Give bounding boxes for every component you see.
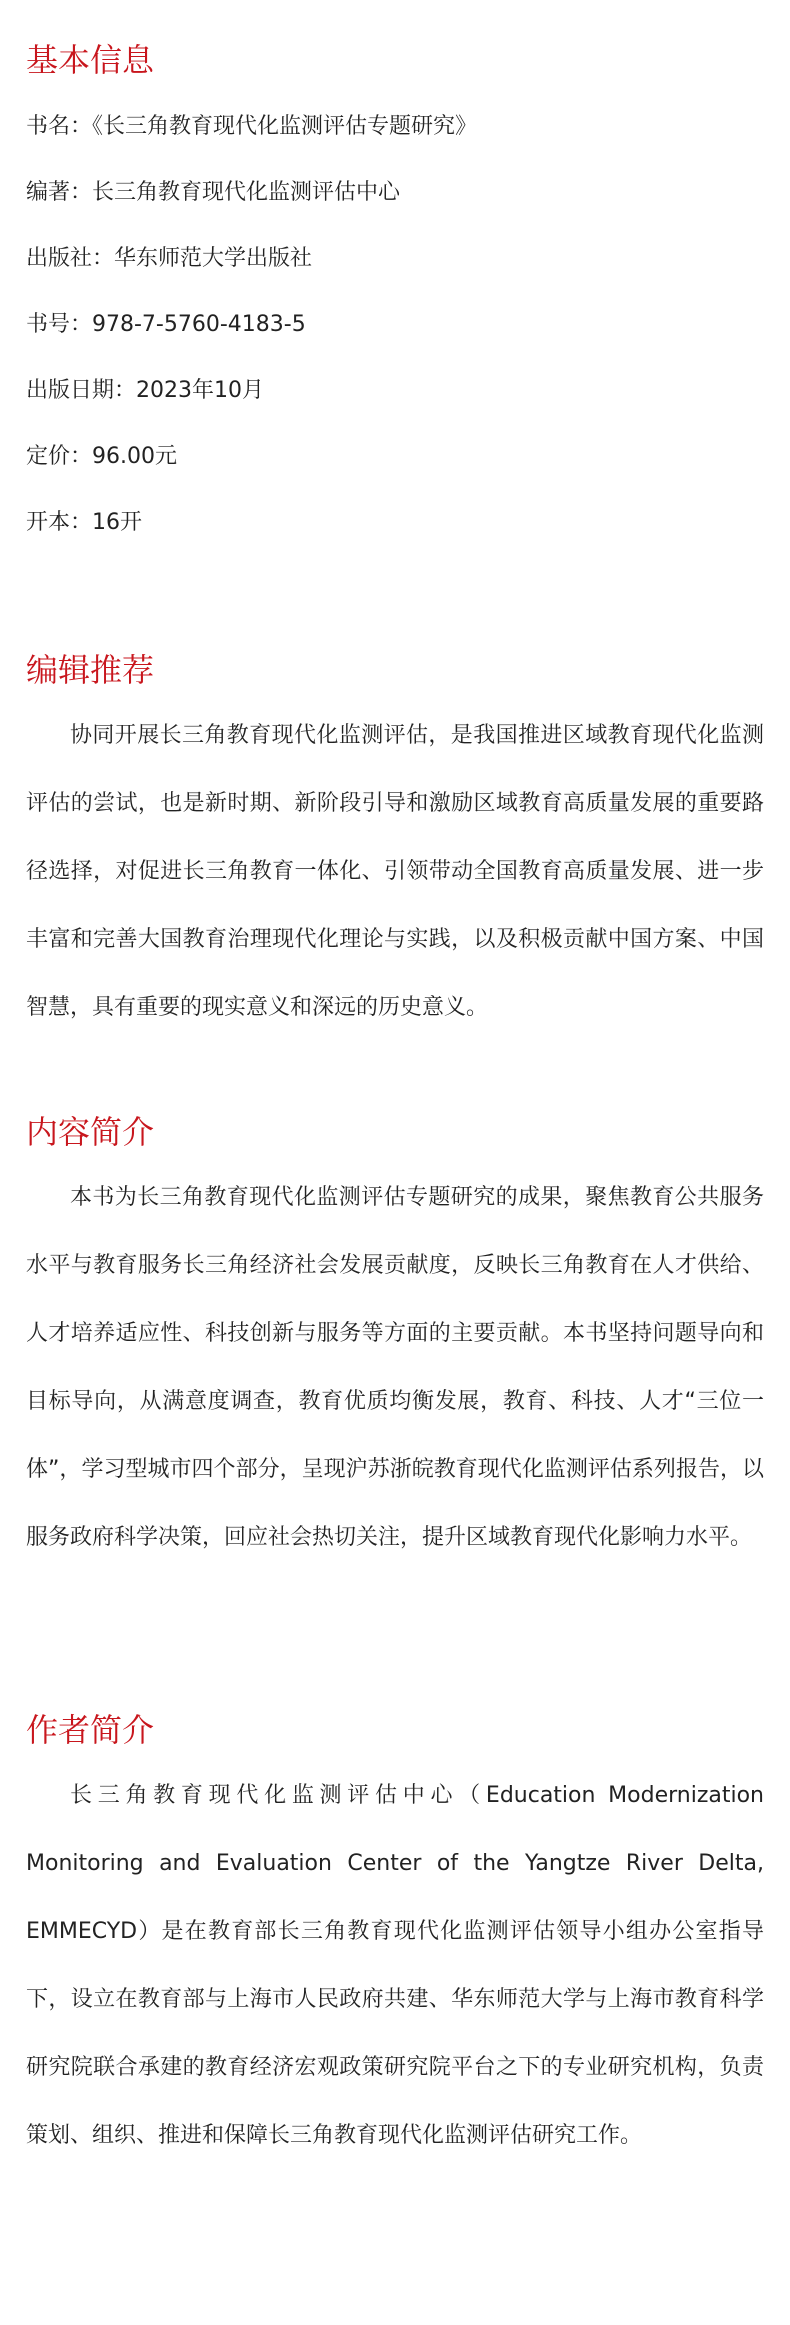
content-intro-text: 本书为长三角教育现代化监测评估专题研究的成果，聚焦教育公共服务水平与教育服务长三角经济社会发展贡献度，反映长三角教育在人才供给、人才培养适应性、科技创新与服务等方面的主要贡献。本书坚持问题导向和目标导向，从满意度调查，教育优质均衡发展，教育、科技、人才“三位一体”，学习型城市四个部分，呈现沪苏浙皖教育现代化监测评估系列报告，以服务政府科学决策，回应社会热切关注，提升区域教育现代化影响力水平。	[26, 1185, 764, 1550]
info-editor: 编著：长三角教育现代化监测评估中心	[26, 180, 401, 205]
section-title-basic-info: 基本信息	[26, 41, 155, 79]
section-title-author-intro: 作者简介	[26, 1711, 155, 1749]
info-price: 定价：96.00元	[26, 444, 177, 469]
info-isbn: 书号：978-7-5760-4183-5	[26, 312, 306, 337]
section-title-content-intro: 内容简介	[26, 1113, 155, 1151]
editor-recommend-text: 协同开展长三角教育现代化监测评估，是我国推进区域教育现代化监测评估的尝试，也是新时期、新阶段引导和激励区域教育高质量发展的重要路径选择，对促进长三角教育一体化、引领带动全国教育高质量发展、进一步丰富和完善大国教育治理现代化理论与实践，以及积极贡献中国方案、中国智慧，具有重要的现实意义和深远的历史意义。	[26, 723, 764, 1020]
info-publisher: 出版社：华东师范大学出版社	[26, 246, 313, 271]
info-book-title: 书名：《长三角教育现代化监测评估专题研究》	[26, 114, 478, 139]
section-title-editor-recommend: 编辑推荐	[26, 651, 155, 689]
info-publish-date: 出版日期：2023年10月	[26, 378, 264, 403]
author-intro-text: 长三角教育现代化监测评估中心（Education Modernization Monitoring and Evaluation Center of the Yangtze River Delta, EMMECYD）是在教育部长三角教育现代化监测评估领导小组办公室指导下，设立在教育部与上海市人民政府共建、华东师范大学与上海市教育科学研究院联合承建的教育经济宏观政策研究院平台之下的专业研究机构，负责策划、组织、推进和保障长三角教育现代化监测评估研究工作。	[26, 1783, 764, 2148]
info-format: 开本：16开	[26, 510, 142, 535]
